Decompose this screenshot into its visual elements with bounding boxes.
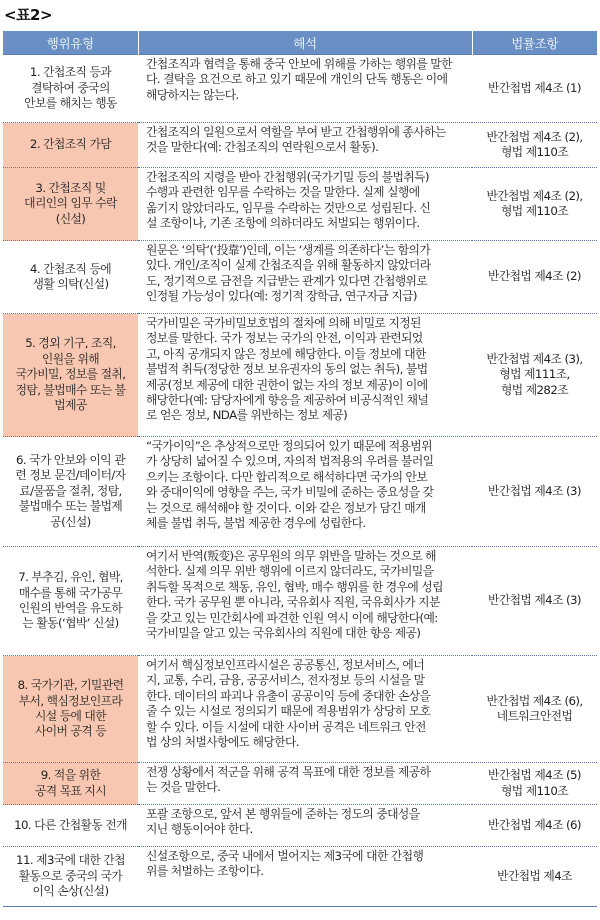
row-desc: 국가비밀은 국가비밀보호법의 절차에 의해 비밀로 지정된 정보를 말한다. 국가 정보는 국가의 안전, 이익과 관련되었 고, 아직 공개되지 않은 정보에 해당한다. 이들 정보에 대한 불법적 취득(정당한 정보 보유권자의 동의 없는 취득), 불법 제공(정보 제공에 대한 권한이 없는 자의 정보 제공)이 이에 해당한다(예: 담당자에게 향응을 제공하여 비공식적인 채널 로 얻은 정보, NDA를 위반하는 정보 제공) [138,314,472,437]
row-desc: 전쟁 상황에서 적군을 위해 공격 목표에 대한 정보를 제공하 는 것을 말한다. [138,763,472,805]
row-desc: 신설조항으로, 중국 내에서 벌어지는 제3국에 대한 간첩행 위를 처벌하는 조항이다. [138,847,472,907]
row-law: 반간첩법 제4조 (2), 형법 제110조 [472,123,597,168]
row-desc: 간첩조직의 일원으로서 역할을 부여 받고 간첩행위에 종사하는 것을 말한다(예: 간첩조직의 연락원으로서 활동). [138,123,472,168]
row-desc: 여기서 반역(叛变)은 공무원의 의무 위반을 말하는 것으로 해 석한다. 실제 의무 위반 행위에 이르지 않더라도, 국가비밀을 취득할 목적으로 책동, 유인, 협박, 매수 행위를 한 경우에 성립 한다. 국가 공무원 뿐 아니라, 국유회사 직원, 국유회사가 지분 을 갖고 있는 민간회사에 파견한 인원 역시 이에 해당한다(예: 국가비밀을 알고 있는 국유회사의 직원에 대한 향응 제공) [138,547,472,656]
row-type: 7. 부추김, 유인, 협박, 매수를 통해 국가공무 인원의 반역을 유도하 는 활동(‘협박’ 신설) [3,547,138,656]
row-desc: 간첩조직과 협력을 통해 중국 안보에 위해를 가하는 행위를 말한 다. 결탁을 요건으로 하고 있기 때문에 개인의 단독 행동은 이에 해당하지는 않는다. [138,55,472,123]
table-row [3,314,597,437]
header-interpretation: 해석 [138,31,472,55]
table-row [3,656,597,763]
row-type: 10. 다른 간첩활동 전개 [3,805,138,847]
row-law: 반간첩법 제4조 (3) [472,547,597,656]
row-desc: 원문은 ‘의탁’(‘投靠’)인데, 이는 ‘생계를 의존하다’는 함의가 있다. 개인/조직이 실제 간첩조직을 위해 활동하지 않았더라 도, 정기적으로 금전을 지급받는 관계가 있다면 간첩행위로 인정될 가능성이 있다(예: 정기적 장학금, 연구자금 지급) [138,241,472,314]
table-row [3,547,597,656]
row-desc: 여기서 핵심정보인프라시설은 공공통신, 정보서비스, 에너 지, 교통, 수리, 금융, 공공서비스, 전자정보 등의 시설을 말 한다. 데이터의 파괴나 유출이 공공이익 등에 중대한 손상을 줄 수 있는 시설로 정의되기 때문에 적용범위가 상당히 모호 할 수 있다. 이들 시설에 대한 사이버 공격은 네트워크 안전 법 상의 처벌사항에도 해당한다. [138,656,472,763]
table-row [3,805,597,847]
table-row [3,847,597,907]
row-desc: 포괄 조항으로, 앞서 본 행위들에 준하는 정도의 중대성을 지닌 행동이어야 한다. [138,805,472,847]
table-row [3,763,597,805]
row-type: 9. 적을 위한 공격 목표 지시 [3,763,138,805]
table-row [3,437,597,547]
row-law: 반간첩법 제4조 [472,847,597,907]
row-law: 반간첩법 제4조 (3) [472,437,597,547]
row-law: 반간첩법 제4조 (2) [472,241,597,314]
row-type: 5. 경외 기구, 조직, 인원을 위해 국가비밀, 정보를 절취, 정탐, 불법매수 또는 불 법제공 [3,314,138,437]
table-row [3,123,597,168]
header-row [3,31,597,55]
row-law: 반간첩법 제4조 (6) [472,805,597,847]
header-law: 법률조항 [472,31,597,55]
table-row [3,55,597,123]
row-type: 6. 국가 안보와 이익 관 련 정보 문건/데이터/자 료/물품을 절취, 정탐, 불법매수 또는 불법제 공(신설) [3,437,138,547]
row-law: 반간첩법 제4조 (2), 형법 제110조 [472,168,597,241]
row-type: 2. 간첩조직 가담 [3,123,138,168]
table-row [3,168,597,241]
row-law: 반간첩법 제4조 (3), 형법 제111조, 형법 제282조 [472,314,597,437]
row-type: 8. 국가기관, 기밀관련 부서, 핵심정보인프라 시설 등에 대한 사이버 공격 등 [3,656,138,763]
row-desc: “국가이익”은 추상적으로만 정의되어 있기 때문에 적용범위 가 상당히 넓어질 수 있으며, 자의적 법적용의 우려를 불러일 으키는 조항이다. 다만 합리적으로 해석하다면 국가의 안보 와 중대이익에 영향을 주는, 국가 비밀에 준하는 중요성을 갖 는 것으로 해석해야 할 것이다. 이와 같은 정보가 담긴 매개 체를 불법 취득, 불법 제공한 경우에 성립한다. [138,437,472,547]
row-type: 1. 간첩조직 등과 결탁하여 중국의 안보를 해치는 행동 [3,55,138,123]
table-row [3,241,597,314]
spy-law-table [3,31,597,907]
row-desc: 간첩조직의 지령을 받아 간첩행위(국가기밀 등의 불법취득) 수행과 관련한 임무를 수락하는 것을 말한다. 실제 실행에 옮기지 않았더라도, 임무를 수락하는 것만으로 성립된다. 신 설 조항이나, 기존 조항에 의하더라도 처벌되는 행위이다. [138,168,472,241]
row-type: 4. 간첩조직 등에 생활 의탁(신설) [3,241,138,314]
row-law: 반간첩법 제4조 (1) [472,55,597,123]
row-law: 반간첩법 제4조 (5) 형법 제110조 [472,763,597,805]
header-type: 행위유형 [3,31,138,55]
row-law: 반간첩법 제4조 (6), 네트워크안전법 [472,656,597,763]
row-type: 11. 제3국에 대한 간첩 활동으로 중국의 국가 이익 손상(신설) [3,847,138,907]
table-title: <표2> [4,6,53,24]
row-type: 3. 간첩조직 및 대리인의 임무 수락 (신설) [3,168,138,241]
